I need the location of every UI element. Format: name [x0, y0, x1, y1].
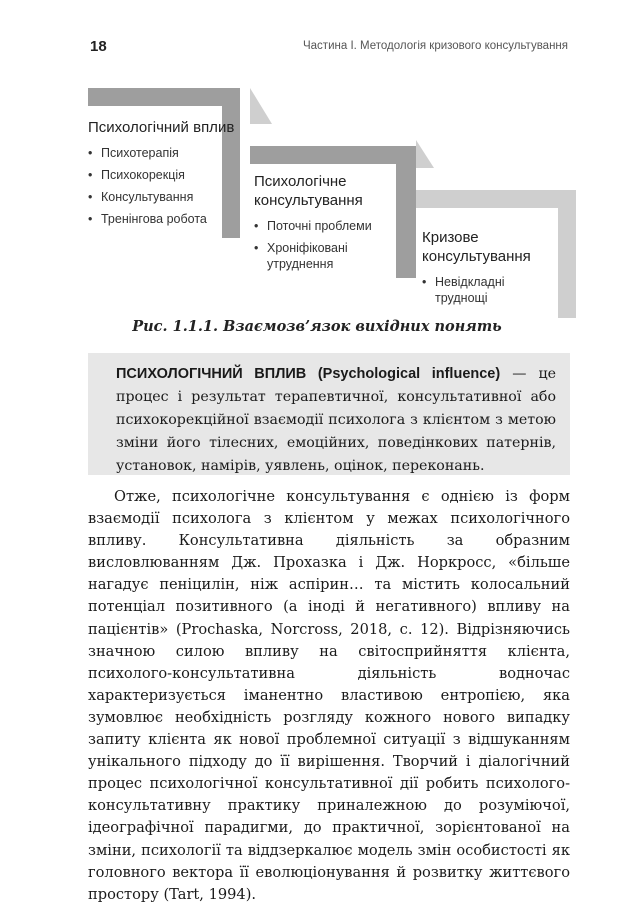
box-title: Психологічний вплив — [88, 119, 235, 136]
list-item: • Невідкладні труднощі — [422, 274, 552, 306]
corner-shape-2-light-tab — [250, 88, 272, 124]
corner-shape-3-light-tab — [416, 140, 434, 168]
definition-box — [88, 353, 570, 475]
figure-caption: Рис. 1.1.1. Взаємозв’язок вихідних понять — [132, 318, 502, 335]
box-list — [422, 274, 552, 306]
list-item: • Тренінгова робота — [88, 211, 238, 227]
box-crisis-counseling — [422, 228, 552, 312]
page-header — [90, 38, 568, 58]
box-psychological-counseling — [254, 172, 394, 278]
body-paragraph: Отже, психологічне консультування є однією із форм взаємодії психолога з клієнтом у межах психологічного впливу. Консультативна діяльність за образним висловлюванням Дж. Прохазка і Дж. Норкросс, «більше нагадує пеніцилін, ніж аспірин… та містить колосальний потенціал позитивного (а іноді й негативного) впливу на пацієнтів» (Prochaska, Norcross, 2018, с. 12). Відрізняючись значною силою впливу на світосприйняття клієнта, психолого-консультативна діяльність водночас характеризується іманентно властивою ентропією, яка зумовлює необхідність розгляду кожного нового випадку запиту клієнта як нової проблемної ситуації з відшуканням унікального підходу до її вирішення. Творчий і діалогічний процес психологічної консультативної дії робить психолого-консультативну практику приналежною до розуміючої, ідеографічної парадигми, до практичної, зорієнтованої на зміни, психології та віддзеркалює модель змін особистості як головного вектора її еволюціонування й розвитку життєвого простору (Tart, 1994). — [88, 488, 570, 903]
box-title: Кризове консультування — [422, 229, 531, 265]
box-title: Психологічне консультування — [254, 173, 363, 209]
page-number: 18 — [90, 38, 107, 55]
box-list — [254, 218, 394, 272]
box-psychological-influence — [88, 118, 238, 233]
running-title: Частина І. Методологія кризового консультування — [303, 40, 568, 52]
box-list — [88, 145, 238, 227]
list-item: • Консультування — [88, 189, 238, 205]
definition-term: ПСИХОЛОГІЧНИЙ ВПЛИВ (Psychological influence) — [116, 366, 501, 382]
list-item: • Психотерапія — [88, 145, 238, 161]
list-item: • Хронiфiковані утруднення — [254, 240, 394, 272]
list-item: • Поточні проблеми — [254, 218, 394, 234]
concepts-diagram — [88, 88, 576, 320]
list-item: • Психокорекція — [88, 167, 238, 183]
definition-text: — це процес і результат терапевтичної, консультативної або психокорекційної взаємодії психолога з клієнтом з метою зміни його тілесних, емоційних, поведінкових патернів, установок, намірів, уявлень, оцінок, переконань. — [116, 366, 556, 474]
